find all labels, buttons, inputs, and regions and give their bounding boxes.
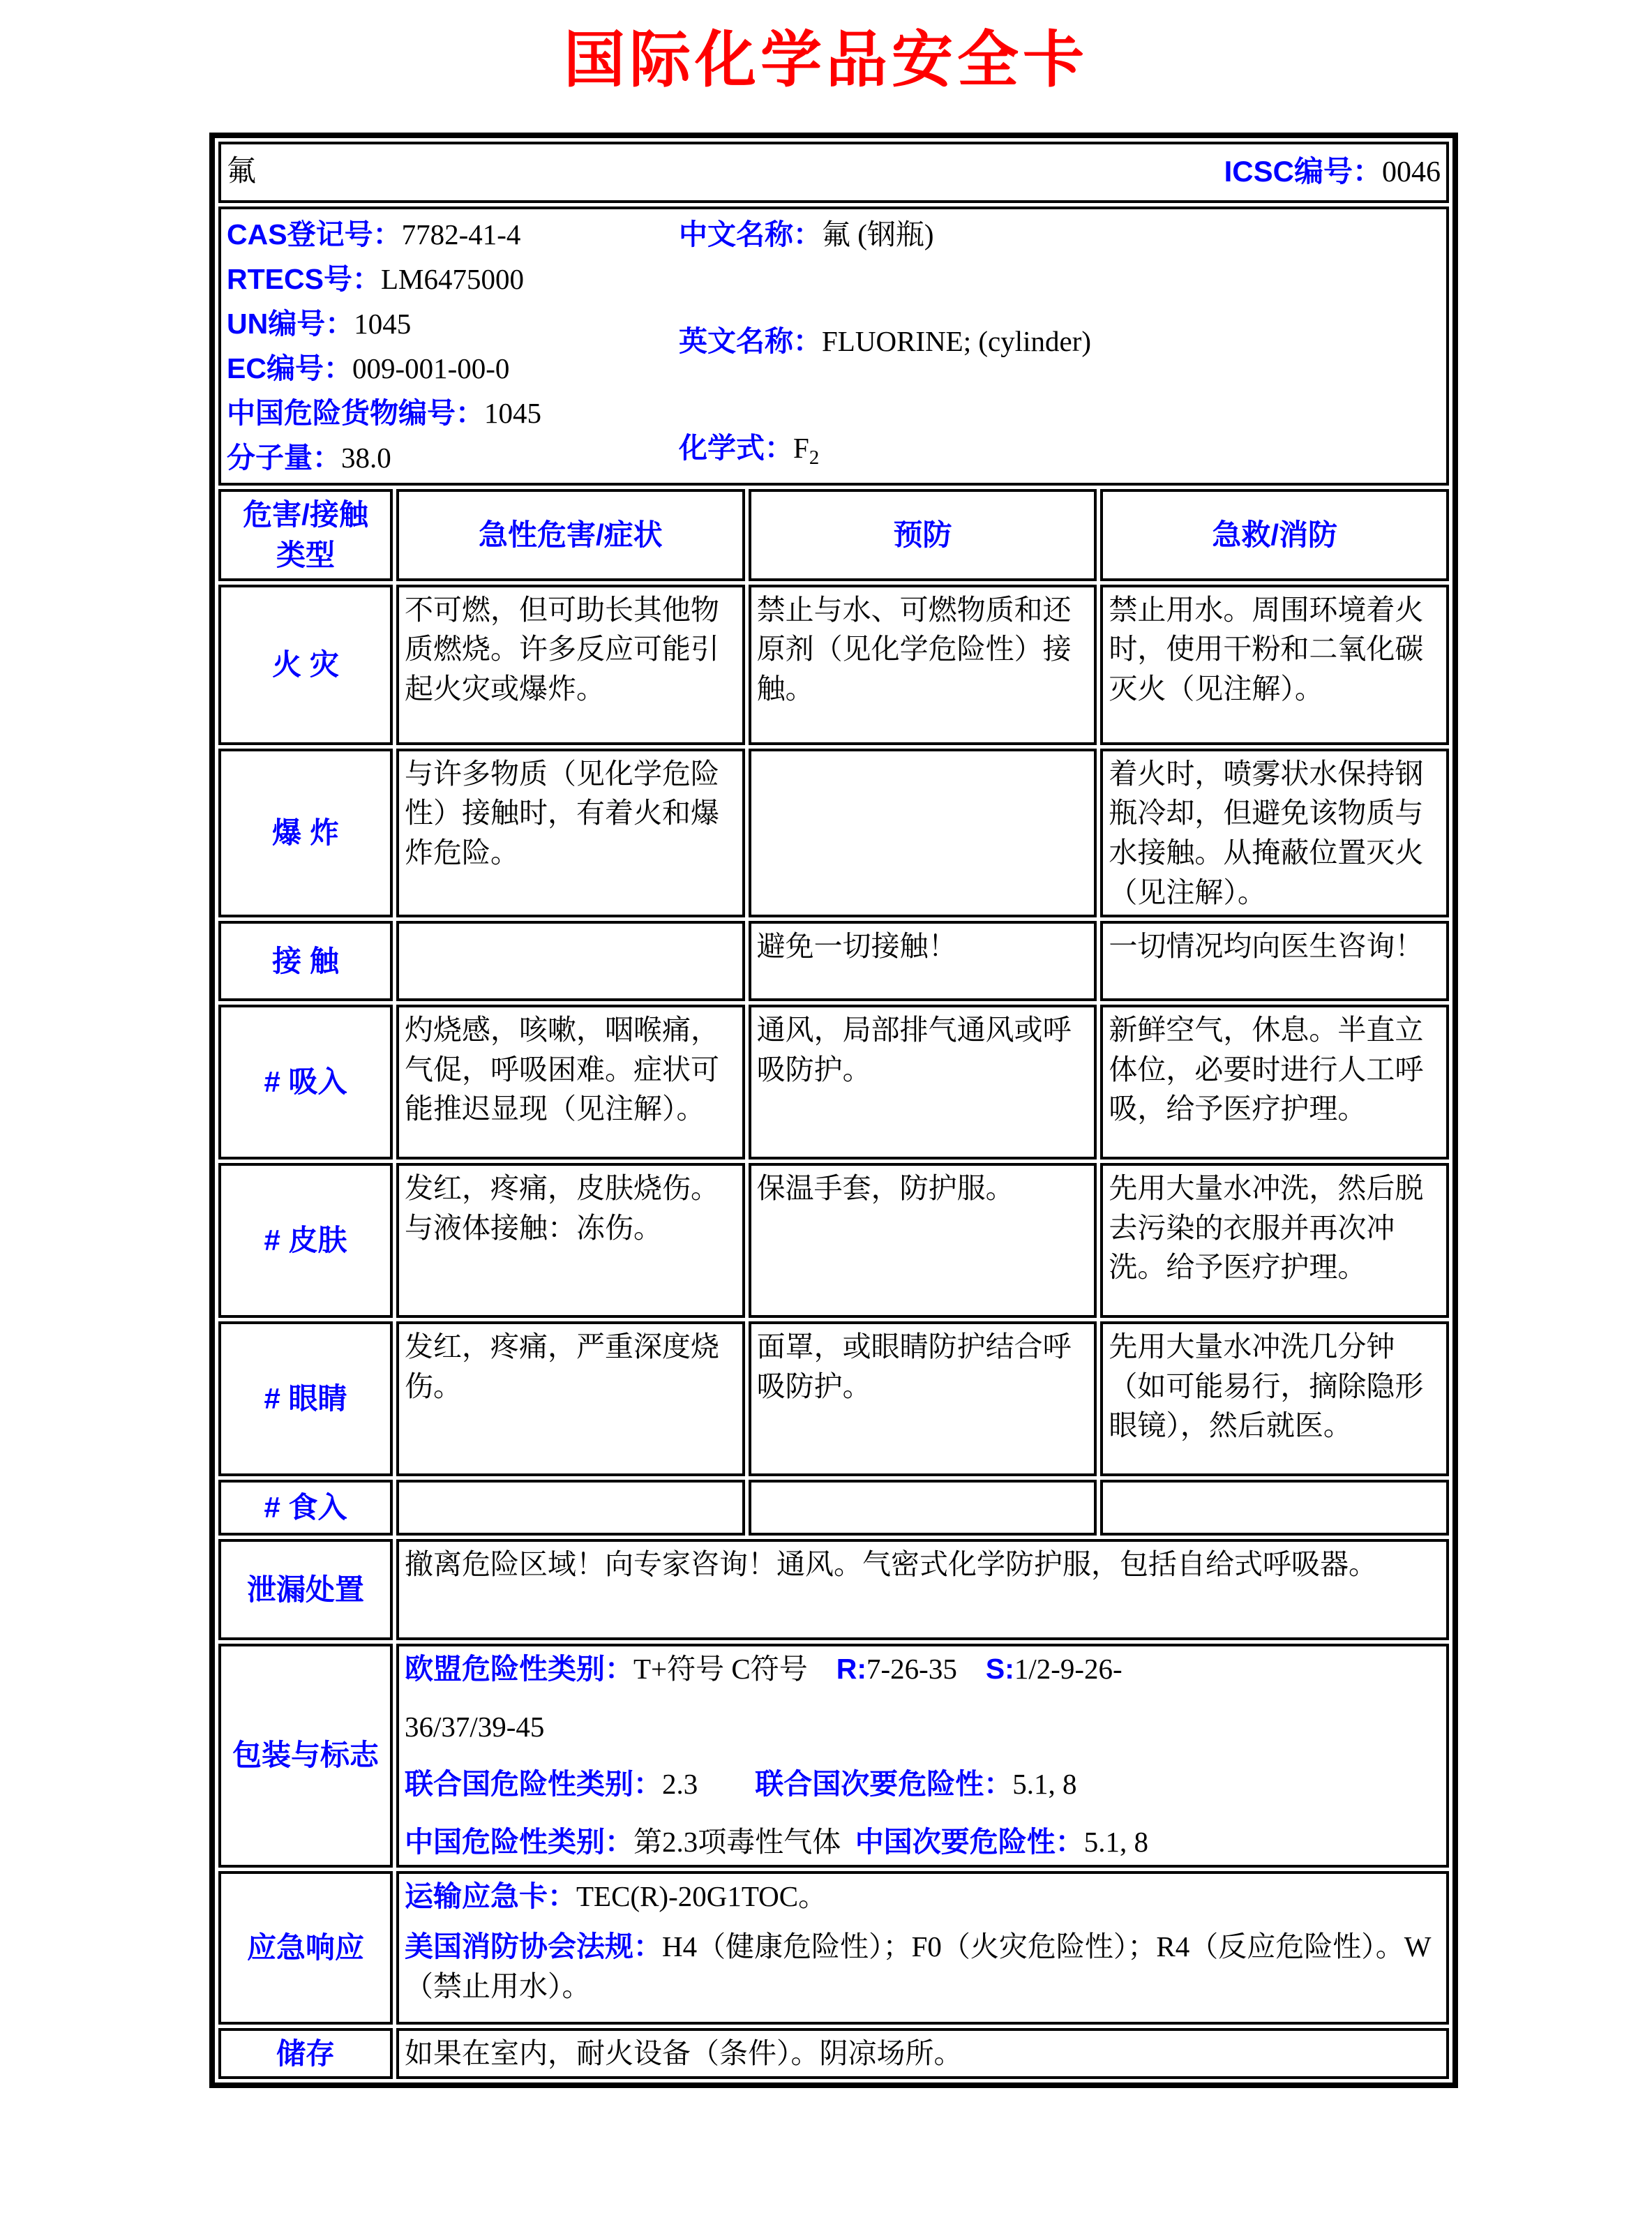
icsc-value: 0046 <box>1382 156 1441 189</box>
header-hazard-type-line2: 类型 <box>276 538 335 571</box>
row-explosion-prevention <box>749 749 1097 917</box>
row-eyes-firstaid: 先用大量水冲洗几分钟（如可能易行，摘除隐形眼镜），然后就医。 <box>1100 1321 1449 1476</box>
row-inhalation-firstaid: 新鲜空气，休息。半直立体位，必要时进行人工呼吸，给予医疗护理。 <box>1100 1005 1449 1159</box>
identity-cell <box>218 207 1449 486</box>
substance-header-cell <box>218 142 1449 203</box>
formula-base: F <box>793 431 809 464</box>
substance-name: 氟 <box>227 156 257 188</box>
cas-label: CAS登记号： <box>227 218 402 250</box>
row-fire-symptoms: 不可燃，但可助长其他物质燃烧。许多反应可能引起火灾或爆炸。 <box>396 585 745 745</box>
chinese-name-value: 氟 (钢瓶) <box>822 218 934 250</box>
row-skin-label: # 皮肤 <box>218 1163 393 1318</box>
molecular-weight-value: 38.0 <box>341 442 391 474</box>
un-value: 1045 <box>354 308 412 340</box>
name-row <box>218 142 1449 203</box>
row-skin <box>218 1163 1449 1318</box>
cas-value: 7782-41-4 <box>401 218 521 250</box>
row-packaging <box>218 1644 1449 1867</box>
china-dg-label: 中国危险货物编号： <box>227 397 484 429</box>
row-exposure <box>218 921 1449 1001</box>
transport-emergency-card-line: 运输应急卡：TEC(R)-20G1TOC。 <box>405 1879 827 1912</box>
row-explosion-firstaid: 着火时，喷雾状水保持钢瓶冷却，但避免该物质与水接触。从掩蔽位置灭火（见注解）。 <box>1100 749 1449 917</box>
row-exposure-firstaid: 一切情况均向医生咨询！ <box>1100 921 1449 1001</box>
ec-value: 009-001-00-0 <box>352 352 510 384</box>
row-inhalation-label: # 吸入 <box>218 1005 393 1159</box>
row-storage <box>218 2028 1449 2080</box>
row-ingestion-label: # 食入 <box>218 1480 393 1536</box>
formula-label: 化学式： <box>679 431 793 464</box>
row-ingestion-firstaid <box>1100 1480 1449 1536</box>
row-skin-symptoms: 发红，疼痛，皮肤烧伤。与液体接触：冻伤。 <box>396 1163 745 1318</box>
header-prevention-label: 预防 <box>893 518 952 551</box>
row-inhalation-prevention: 通风，局部排气通风或呼吸防护。 <box>749 1005 1097 1159</box>
row-fire-prevention: 禁止与水、可燃物质和还原剂（见化学危险性）接触。 <box>749 585 1097 745</box>
row-fire-firstaid: 禁止用水。周围环境着火时，使用干粉和二氧化碳灭火（见注解）。 <box>1100 585 1449 745</box>
hazard-header-row <box>218 489 1449 581</box>
china-dg-value: 1045 <box>484 397 541 429</box>
rtecs-label: RTECS号： <box>227 263 381 295</box>
row-exposure-label: 接 触 <box>218 921 393 1001</box>
row-exposure-symptoms <box>396 921 745 1001</box>
header-symptoms-cell <box>396 489 745 581</box>
rtecs-number-line <box>227 257 679 301</box>
row-spillage-content: 撤离危险区域！向专家咨询！通风。气密式化学防护服，包括自给式呼吸器。 <box>396 1539 1449 1640</box>
row-eyes-label: # 眼睛 <box>218 1321 393 1476</box>
row-skin-firstaid: 先用大量水冲洗，然后脱去污染的衣服并再次冲洗。给予医疗护理。 <box>1100 1163 1449 1318</box>
un-label: UN编号： <box>227 308 354 340</box>
icsc-number <box>1224 151 1441 193</box>
molecular-weight-line <box>227 435 679 480</box>
un-number-line <box>227 301 679 346</box>
molecular-weight-label: 分子量： <box>227 442 341 474</box>
eu-classification-line: 欧盟危险性类别：T+符号 C符号 R:7-26-35 S:1/2-9-26- <box>405 1653 1122 1686</box>
row-exposure-prevention: 避免一切接触！ <box>749 921 1097 1001</box>
row-ingestion <box>218 1480 1449 1536</box>
row-inhalation-symptoms: 灼烧感，咳嗽，咽喉痛，气促，呼吸困难。症状可能推迟显现（见注解）。 <box>396 1005 745 1159</box>
row-eyes-prevention: 面罩，或眼睛防护结合呼吸防护。 <box>749 1321 1097 1476</box>
row-eyes-symptoms: 发红，疼痛，严重深度烧伤。 <box>396 1321 745 1476</box>
row-inhalation <box>218 1005 1449 1159</box>
row-packaging-content <box>396 1644 1449 1867</box>
eu-classification-continuation: 36/37/39-45 <box>405 1710 545 1743</box>
row-storage-label: 储存 <box>218 2028 393 2080</box>
row-fire-label: 火 灾 <box>218 585 393 745</box>
row-explosion-symptoms: 与许多物质（见化学危险性）接触时，有着火和爆炸危险。 <box>396 749 745 917</box>
row-spillage <box>218 1539 1449 1640</box>
row-packaging-label: 包装与标志 <box>218 1644 393 1867</box>
english-name-label: 英文名称： <box>679 324 822 357</box>
row-eyes <box>218 1321 1449 1476</box>
cas-number-line <box>227 212 679 257</box>
identity-right-column <box>679 212 1441 480</box>
header-symptoms-label: 急性危害/症状 <box>479 518 663 551</box>
english-name-value: FLUORINE; (cylinder) <box>822 324 1091 357</box>
china-dg-number-line <box>227 391 679 435</box>
row-skin-prevention: 保温手套，防护服。 <box>749 1163 1097 1318</box>
ec-label: EC编号： <box>227 352 352 384</box>
row-storage-content: 如果在室内，耐火设备（条件）。阴凉场所。 <box>396 2028 1449 2080</box>
row-explosion-label: 爆 炸 <box>218 749 393 917</box>
formula-line <box>679 426 1441 480</box>
row-ingestion-symptoms <box>396 1480 745 1536</box>
chinese-name-line <box>679 212 1441 257</box>
row-ingestion-prevention <box>749 1480 1097 1536</box>
identity-left-column <box>227 212 679 480</box>
row-emergency <box>218 1871 1449 2025</box>
ec-number-line <box>227 346 679 391</box>
nfpa-code-line: 美国消防协会法规：H4（健康危险性）；F0（火灾危险性）；R4（反应危险性）。W（禁止用水）。 <box>405 1930 1432 2002</box>
un-classification-line: 联合国危险性类别：2.3 联合国次要危险性：5.1, 8 <box>405 1768 1077 1801</box>
row-fire <box>218 585 1449 745</box>
safety-card <box>209 133 1458 2088</box>
header-hazard-type-cell <box>218 489 393 581</box>
header-firstaid-cell <box>1100 489 1449 581</box>
row-spillage-label: 泄漏处置 <box>218 1539 393 1640</box>
row-emergency-label: 应急响应 <box>218 1871 393 2025</box>
icsc-label: ICSC编号： <box>1224 155 1382 188</box>
formula-subscript: 2 <box>809 446 820 469</box>
row-emergency-content <box>396 1871 1449 2025</box>
english-name-line <box>679 319 1441 363</box>
identity-row <box>218 207 1449 486</box>
header-hazard-type-line1: 危害/接触 <box>243 498 368 531</box>
page-title: 国际化学品安全卡 <box>563 27 1088 95</box>
china-classification-line: 中国危险性类别：第2.3项毒性气体 中国次要危险性：5.1, 8 <box>405 1825 1148 1858</box>
header-prevention-cell <box>749 489 1097 581</box>
chinese-name-label: 中文名称： <box>679 218 822 250</box>
row-explosion <box>218 749 1449 917</box>
rtecs-value: LM6475000 <box>380 263 524 295</box>
header-firstaid-label: 急救/消防 <box>1212 518 1338 551</box>
